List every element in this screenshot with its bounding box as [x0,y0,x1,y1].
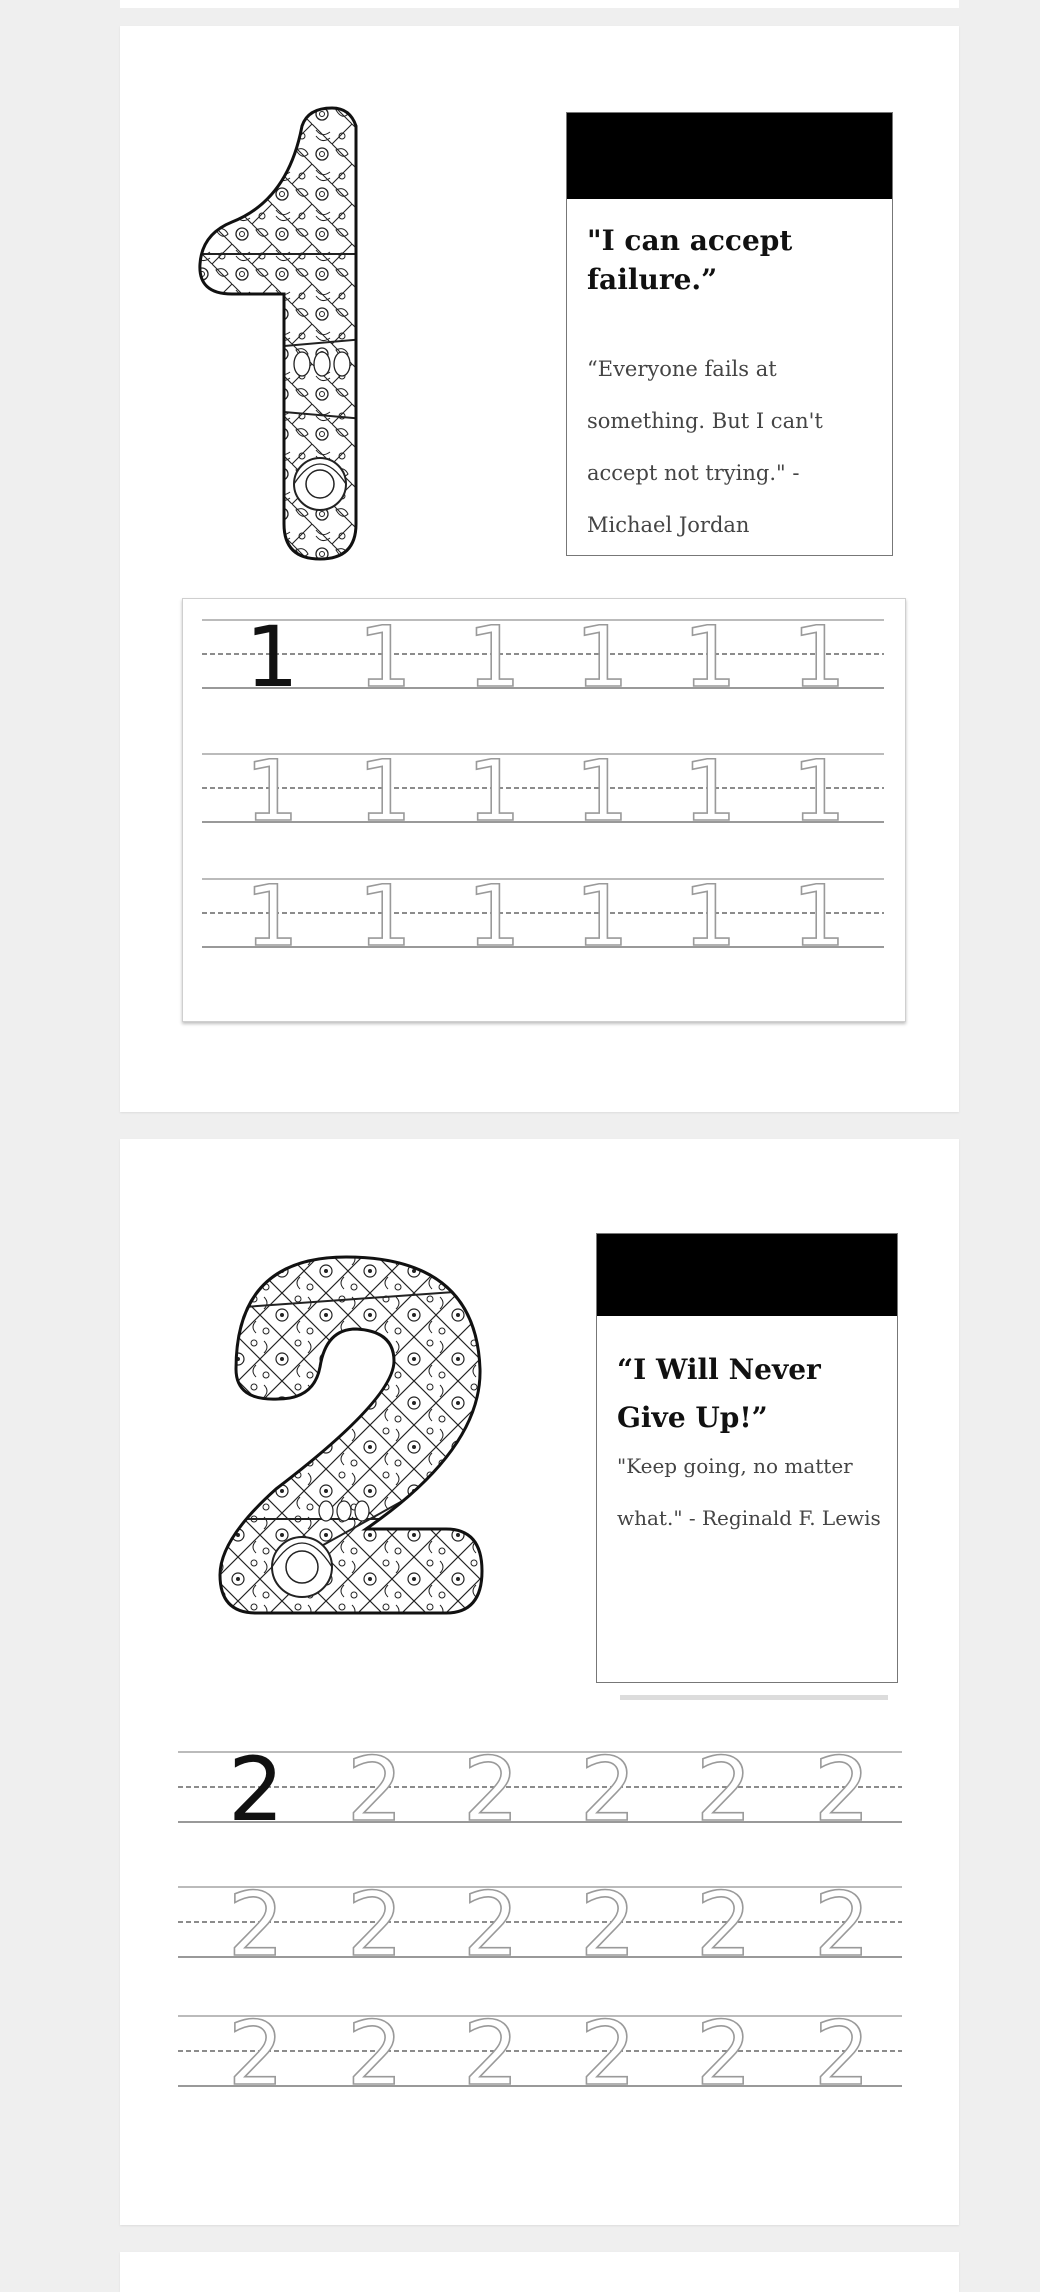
trace-digit: 1 [792,608,846,706]
trace-digit: 2 [696,1873,752,1976]
tracing-row [178,1742,902,1841]
trace-digit: 2 [696,2002,752,2105]
trace-digit: 1 [575,867,629,965]
trace-digit: 1 [467,608,521,706]
trace-digit: 1 [358,608,412,706]
worksheet-page-2 [120,1139,959,2225]
previous-page-edge [120,0,959,8]
trace-digit: 2 [580,2002,636,2105]
trace-digit: 2 [696,1742,752,1841]
tracing-row [202,608,884,706]
tracing-row [202,742,884,840]
tracing-worksheet [178,1742,902,2114]
divider [620,1695,888,1700]
trace-digit: 1 [245,742,299,840]
trace-digit: 2 [463,1873,519,1976]
model-digit: 1 [245,608,299,706]
quote-card-quote: “Everyone fails at something. But I can't accept not trying." - Michael Jordan [587,357,823,537]
tracing-worksheet [182,598,904,1020]
trace-digit: 2 [814,1742,870,1841]
worksheet-page-3 [120,2252,959,2292]
trace-digit: 1 [683,608,737,706]
trace-digit: 1 [683,867,737,965]
quote-card-header-bar [567,113,892,199]
zentangle-number-one [192,104,422,564]
zentangle-number-two [216,1249,496,1629]
trace-digit: 1 [792,742,846,840]
trace-digit: 1 [575,608,629,706]
trace-digit: 1 [467,742,521,840]
tracing-row [178,1873,902,1976]
tracing-row [202,867,884,965]
quote-card-quote: "Keep going, no matter what." - Reginald F. Lewis [617,1454,881,1530]
trace-digit: 1 [575,742,629,840]
quote-card-headline: "I can accept failure.” [587,224,793,296]
trace-digit: 2 [814,2002,870,2105]
trace-digit: 2 [347,1873,403,1976]
trace-digit: 2 [228,1873,284,1976]
trace-digit: 1 [792,867,846,965]
trace-digit: 2 [580,1873,636,1976]
trace-digit: 1 [245,867,299,965]
quote-card [596,1233,898,1683]
worksheet-page-1 [120,26,959,1112]
trace-digit: 2 [347,1742,403,1841]
trace-digit: 2 [463,2002,519,2105]
trace-digit: 2 [463,1742,519,1841]
trace-digit: 1 [358,742,412,840]
trace-digit: 1 [358,867,412,965]
model-digit: 2 [228,1742,284,1841]
trace-digit: 1 [683,742,737,840]
trace-digit: 2 [347,2002,403,2105]
quote-card-header-bar [597,1234,897,1316]
trace-digit: 2 [228,2002,284,2105]
trace-digit: 2 [814,1873,870,1976]
tracing-row [178,2002,902,2105]
quote-card-headline: “I Will Never Give Up!” [617,1353,821,1434]
trace-digit: 1 [467,867,521,965]
trace-digit: 2 [580,1742,636,1841]
quote-card [566,112,893,556]
